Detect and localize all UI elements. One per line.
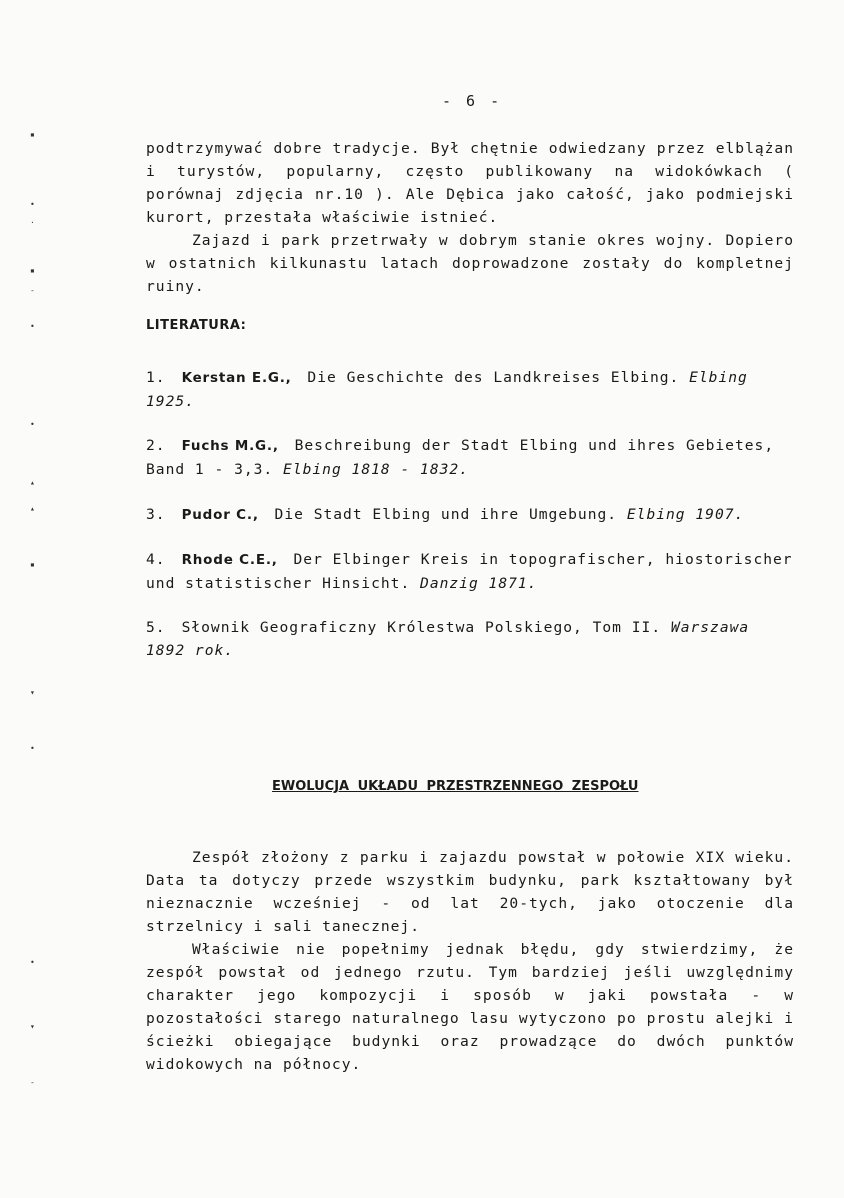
scan-mark: ▪ bbox=[30, 130, 35, 139]
reference-text: Die Stadt Elbing und ihre Umgebung. bbox=[274, 506, 618, 523]
reference-number: 1. bbox=[146, 369, 166, 386]
reference-publication: Elbing 1907. bbox=[626, 506, 745, 523]
reference-item bbox=[146, 434, 796, 481]
reference-author: Rhode C.E., bbox=[181, 552, 278, 568]
scan-mark: - bbox=[30, 1078, 35, 1087]
reference-author: Kerstan E.G., bbox=[181, 370, 292, 386]
scan-mark: • bbox=[30, 322, 35, 331]
section-title: EWOLUCJA UKŁADU PRZESTRZENNEGO ZESPOŁU bbox=[272, 779, 639, 794]
reference-author: Pudor C., bbox=[181, 507, 259, 523]
scan-mark: • bbox=[30, 420, 35, 429]
reference-item bbox=[146, 548, 796, 595]
scan-mark: ▪ bbox=[30, 560, 35, 569]
reference-author: Fuchs M.G., bbox=[181, 438, 279, 454]
scan-mark: ▪ bbox=[30, 266, 35, 275]
reference-item bbox=[146, 503, 796, 527]
reference-text: Der Elbinger Kreis in topografischer, hiostorischer und statistischer Hinsicht. bbox=[146, 551, 793, 592]
reference-number: 3. bbox=[146, 506, 166, 523]
reference-number: 4. bbox=[146, 551, 166, 568]
paragraph-text: Właściwie nie popełnimy jednak błędu, gdy stwierdzimy, że zespół powstał od jednego rzutu. Tym bardziej jeśli uwzględnimy charakter jego kompozycji i sposób w jaki powstała - w pozostałości starego naturalnego lasu wytyczono po prostu alejki i ścieżki obiegające budynki oraz prowadzące do dwóch punktów widokowych na północy. bbox=[146, 941, 794, 1073]
paragraph bbox=[146, 229, 794, 298]
paragraph-text: Zespół złożony z parku i zajazdu powstał w połowie XIX wieku. Data ta dotyczy przede wszystkim budynku, park kształtowany był nieznacznie wcześniej - od lat 20-tych, jako otoczenie dla strzelnicy i sali tanecznej. bbox=[146, 849, 794, 935]
scan-mark: ▴ bbox=[30, 478, 35, 487]
literature-heading: LITERATURA: bbox=[146, 318, 247, 333]
reference-item bbox=[146, 616, 796, 662]
reference-publication: Danzig 1871. bbox=[420, 575, 538, 592]
paragraph bbox=[146, 938, 794, 1076]
scan-mark: ▾ bbox=[30, 1022, 35, 1031]
reference-number: 5. bbox=[146, 619, 166, 636]
paragraph-text: Zajazd i park przetrwały w dobrym stanie okres wojny. Dopiero w ostatnich kilkunastu latach doprowadzone zostały do kompletnej ruiny. bbox=[146, 232, 794, 295]
reference-publication: Elbing 1925. bbox=[146, 369, 748, 410]
scan-mark: - bbox=[30, 286, 35, 295]
scan-mark: · bbox=[30, 218, 35, 227]
reference-publication: Elbing 1818 - 1832. bbox=[283, 461, 469, 478]
scan-mark: ▾ bbox=[30, 688, 35, 697]
page-number: - 6 - bbox=[442, 92, 503, 110]
reference-text: Die Geschichte des Landkreises Elbing. bbox=[307, 369, 680, 386]
reference-text: Beschreibung der Stadt Elbing und ihres Gebietes, Band 1 - 3,3. bbox=[146, 437, 775, 478]
scan-mark: • bbox=[30, 744, 35, 753]
scan-mark: ▴ bbox=[30, 504, 35, 513]
scan-mark: • bbox=[30, 958, 35, 967]
reference-text: Słownik Geograficzny Królestwa Polskiego, Tom II. bbox=[181, 619, 662, 636]
reference-item bbox=[146, 366, 796, 413]
reference-publication: Warszawa 1892 rok. bbox=[146, 619, 750, 659]
paragraph: podtrzymywać dobre tradycje. Był chętnie odwiedzany przez elblążan i turystów, popularny, często publikowany na widokówkach ( porównaj zdjęcia nr.10 ). Ale Dębica jako całość, jako podmiejski kurort, przestała właściwie istnieć. bbox=[146, 140, 794, 226]
reference-number: 2. bbox=[146, 437, 166, 454]
scan-mark: • bbox=[30, 200, 35, 209]
paragraph bbox=[146, 846, 794, 938]
